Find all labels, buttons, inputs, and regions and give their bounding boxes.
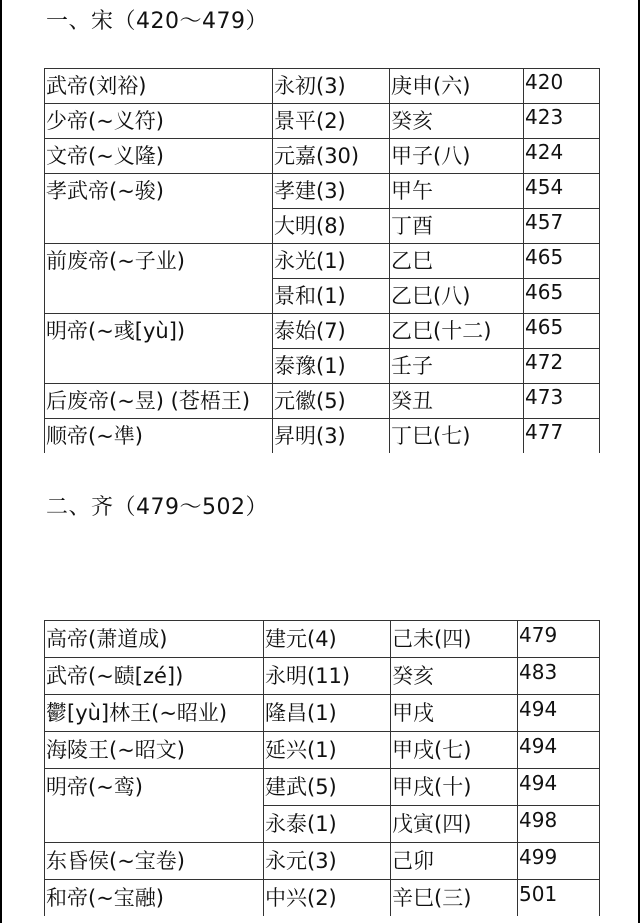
table-row — [45, 314, 600, 349]
left-border — [0, 0, 2, 923]
ganzhi-cell: 辛巳(三) — [391, 880, 518, 917]
ganzhi-cell: 癸丑 — [390, 384, 524, 419]
year-cell: 494 — [518, 732, 600, 769]
emperor-cell: 明帝(~彧[yù]) — [45, 314, 273, 384]
era-cell: 元嘉(30) — [273, 139, 390, 174]
era-cell: 泰豫(1) — [273, 349, 390, 384]
ganzhi-cell: 甲午 — [390, 174, 524, 209]
table-row — [45, 139, 600, 174]
ganzhi-cell: 己未(四) — [391, 621, 518, 658]
table-row — [45, 695, 600, 732]
year-cell: 473 — [524, 384, 600, 419]
table-row — [45, 419, 600, 454]
year-cell: 457 — [524, 209, 600, 244]
era-cell: 建元(4) — [264, 621, 391, 658]
ganzhi-cell: 癸亥 — [390, 104, 524, 139]
year-cell: 494 — [518, 769, 600, 806]
section-heading-song: 一、宋（420～479） — [46, 9, 268, 34]
emperor-cell: 少帝(~义符) — [45, 104, 273, 139]
emperor-cell: 顺帝(~凖) — [45, 419, 273, 454]
table-row — [45, 384, 600, 419]
era-cell: 建武(5) — [264, 769, 391, 806]
song-dynasty-table — [44, 68, 600, 453]
era-cell: 延兴(1) — [264, 732, 391, 769]
table-row — [45, 732, 600, 769]
ganzhi-cell: 乙巳(十二) — [390, 314, 524, 349]
era-cell: 昇明(3) — [273, 419, 390, 454]
ganzhi-cell: 甲戌 — [391, 695, 518, 732]
year-cell: 423 — [524, 104, 600, 139]
table-row — [45, 880, 600, 917]
emperor-cell: 后废帝(~昱) (苍梧王) — [45, 384, 273, 419]
ganzhi-cell: 甲戌(七) — [391, 732, 518, 769]
era-cell: 隆昌(1) — [264, 695, 391, 732]
year-cell: 420 — [524, 69, 600, 104]
ganzhi-cell: 癸亥 — [391, 658, 518, 695]
table-row — [45, 244, 600, 279]
era-cell: 泰始(7) — [273, 314, 390, 349]
emperor-cell: 武帝(~赜[zé]) — [45, 658, 264, 695]
era-cell: 大明(8) — [273, 209, 390, 244]
qi-dynasty-table — [44, 620, 600, 916]
emperor-cell: 武帝(刘裕) — [45, 69, 273, 104]
year-cell: 479 — [518, 621, 600, 658]
era-cell: 永明(11) — [264, 658, 391, 695]
year-cell: 498 — [518, 806, 600, 843]
ganzhi-cell: 丁酉 — [390, 209, 524, 244]
emperor-cell: 前废帝(~子业) — [45, 244, 273, 314]
year-cell: 483 — [518, 658, 600, 695]
era-cell: 永初(3) — [273, 69, 390, 104]
era-cell: 景平(2) — [273, 104, 390, 139]
era-cell: 中兴(2) — [264, 880, 391, 917]
emperor-cell: 高帝(萧道成) — [45, 621, 264, 658]
era-cell: 孝建(3) — [273, 174, 390, 209]
emperor-cell: 东昏侯(~宝卷) — [45, 843, 264, 880]
year-cell: 494 — [518, 695, 600, 732]
year-cell: 465 — [524, 279, 600, 314]
year-cell: 472 — [524, 349, 600, 384]
table-row — [45, 69, 600, 104]
era-cell: 永光(1) — [273, 244, 390, 279]
year-cell: 501 — [518, 880, 600, 917]
year-cell: 477 — [524, 419, 600, 454]
year-cell: 465 — [524, 244, 600, 279]
ganzhi-cell: 戊寅(四) — [391, 806, 518, 843]
ganzhi-cell: 乙巳(八) — [390, 279, 524, 314]
emperor-cell: 鬱[yù]林王(~昭业) — [45, 695, 264, 732]
section-heading-qi: 二、齐（479～502） — [46, 495, 268, 520]
era-cell: 元徽(5) — [273, 384, 390, 419]
year-cell: 424 — [524, 139, 600, 174]
ganzhi-cell: 乙巳 — [390, 244, 524, 279]
emperor-cell: 文帝(~义隆) — [45, 139, 273, 174]
year-cell: 499 — [518, 843, 600, 880]
table-row — [45, 104, 600, 139]
table-row — [45, 174, 600, 209]
emperor-cell: 海陵王(~昭文) — [45, 732, 264, 769]
table-row — [45, 769, 600, 806]
table-row — [45, 843, 600, 880]
ganzhi-cell: 壬子 — [390, 349, 524, 384]
year-cell: 465 — [524, 314, 600, 349]
ganzhi-cell: 丁巳(七) — [390, 419, 524, 454]
era-cell: 永元(3) — [264, 843, 391, 880]
ganzhi-cell: 己卯 — [391, 843, 518, 880]
table-row — [45, 621, 600, 658]
year-cell: 454 — [524, 174, 600, 209]
era-cell: 永泰(1) — [264, 806, 391, 843]
ganzhi-cell: 庚申(六) — [390, 69, 524, 104]
emperor-cell: 和帝(~宝融) — [45, 880, 264, 917]
ganzhi-cell: 甲子(八) — [390, 139, 524, 174]
era-cell: 景和(1) — [273, 279, 390, 314]
emperor-cell: 孝武帝(~骏) — [45, 174, 273, 244]
table-row — [45, 658, 600, 695]
ganzhi-cell: 甲戌(十) — [391, 769, 518, 806]
emperor-cell: 明帝(~鸾) — [45, 769, 264, 843]
